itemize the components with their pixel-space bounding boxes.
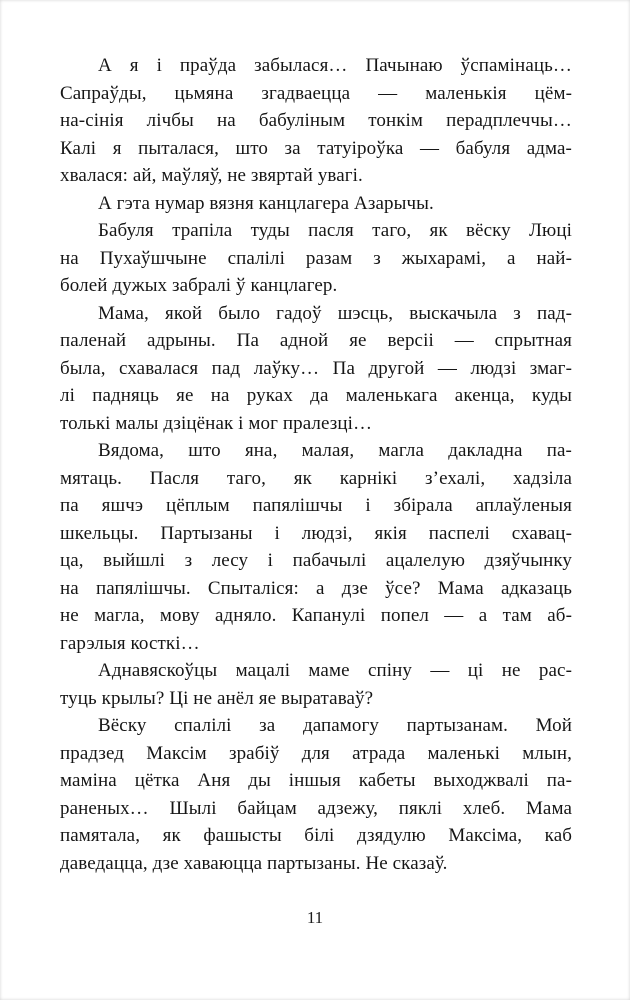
text-line: хвалася: ай, маўляў, не звяртай увагі. (60, 165, 363, 186)
text-line: туць крылы? Ці не анёл яе выратаваў? (60, 687, 374, 709)
text-line: Вядома, што яна, малая, магла дакладна па- (98, 440, 572, 461)
paragraph (60, 190, 572, 218)
text-line: даведацца, дзе хаваюцца партызаны. Не сказаў. (60, 852, 448, 874)
paragraph (60, 657, 572, 712)
text-line: А гэта нумар вязня канцлагера Азарычы. (98, 192, 434, 214)
text-line: Сапраўды, цьмяна згадваецца — маленькія цём- (60, 82, 572, 104)
text-line: прадзед Максім зрабіў для атрада маленькі млын, (60, 742, 572, 764)
page-text (60, 52, 572, 877)
paragraph (60, 437, 572, 657)
text-line: на-сінія лічбы на бабуліным тонкім перадплеччы… (60, 110, 572, 131)
text-line: памятала, як фашысты білі дзядулю Максіма, каб (60, 825, 572, 846)
text-line: была, схавалася пад лаўку… Па другой — людзі змаг- (60, 357, 572, 379)
text-line: паленай адрыны. Па адной яе версіі — спрытная (60, 330, 572, 351)
text-line: толькі малы дзіцёнак і мог пралезці… (60, 412, 373, 434)
text-line: мятаць. Пасля таго, як карнікі з’ехалі, хадзіла (60, 467, 572, 489)
text-line: Аднавяскоўцы мацалі маме спіну — ці не рас- (98, 660, 572, 681)
text-line: Калі я пыталася, што за татуіроўка — бабуля адма- (60, 137, 572, 159)
text-line: А я і праўда забылася… Пачынаю ўспамінаць… (98, 55, 572, 76)
text-line: на Пухаўшчыне спалілі разам з жыхарамі, а най- (60, 247, 572, 269)
text-line: на папялішчы. Спыталіся: а дзе ўсе? Мама адказаць (60, 577, 572, 599)
text-line: Бабуля трапіла туды пасля таго, як вёску Люці (98, 220, 572, 241)
paragraph (60, 217, 572, 300)
text-line: раненых… Шылі байцам адзежу, пяклі хлеб. Мама (60, 797, 572, 819)
text-line: Вёску спалілі за дапамогу партызанам. Мой (98, 715, 572, 736)
text-line: лі падняць яе на руках да маленькага акенца, куды (60, 385, 572, 406)
paragraph (60, 712, 572, 877)
text-line: гарэлыя косткі… (60, 632, 200, 654)
text-line: болей дужых забралі ў канцлагер. (60, 275, 338, 296)
paragraph (60, 52, 572, 190)
text-line: Мама, якой было гадоў шэсць, выскачыла з пад- (98, 302, 572, 324)
text-line: не магла, мову адняло. Капанулі попел — а там аб- (60, 605, 572, 626)
text-line: маміна цётка Аня ды іншыя кабеты выходжвалі па- (60, 770, 572, 791)
paragraph (60, 300, 572, 438)
text-line: па яшчэ цёплым папялішчы і збірала аплаўленыя (60, 495, 572, 516)
text-line: ца, выйшлі з лесу і пабачылі ацалелую дзяўчынку (60, 550, 572, 571)
text-line: шкельцы. Партызаны і людзі, якія паспелі схавац- (60, 522, 572, 544)
page-number: 11 (306, 908, 324, 927)
